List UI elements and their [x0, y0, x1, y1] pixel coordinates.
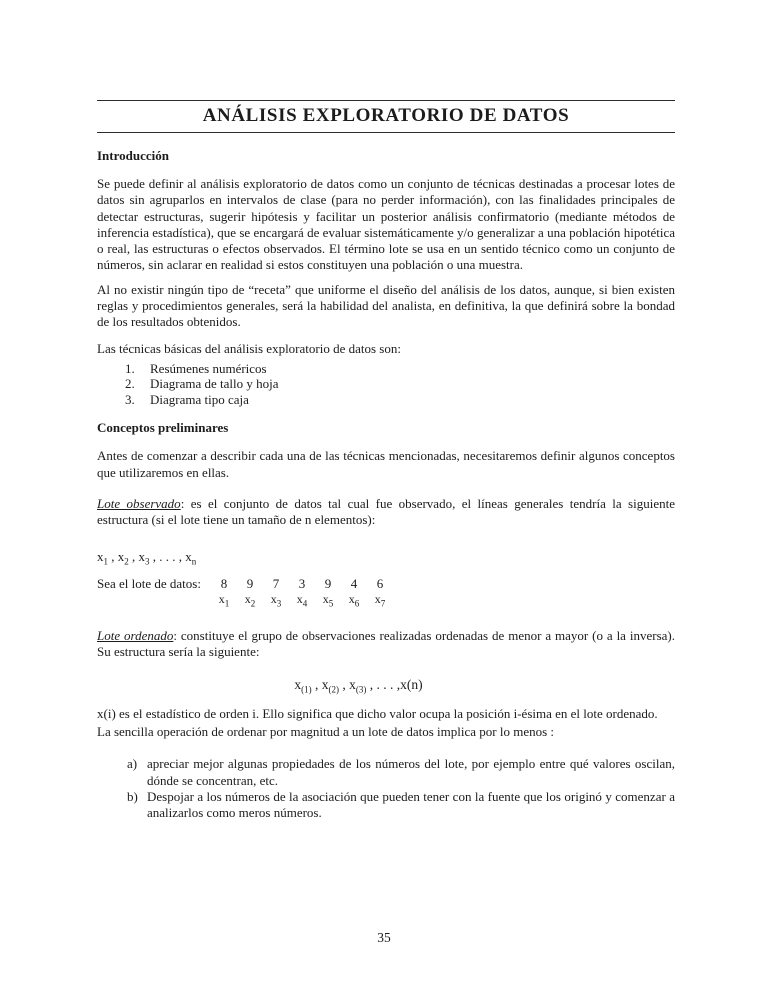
data-subscript-label: $x_6$	[348, 591, 360, 609]
data-subscript-label: $x_1$	[218, 591, 230, 609]
list-item	[125, 361, 675, 377]
term-lote-observado: Lote observado	[97, 496, 181, 512]
list-item-text: Resúmenes numéricos	[150, 360, 267, 376]
list-marker: 2.	[125, 376, 135, 392]
formula-lote-ordenado: $x_{(1)}$ , $x_{(2)}$ , $x_{(3)}$ , . . . ,x(n)	[294, 676, 423, 695]
lote-ordenado-text: : constituye el grupo de observaciones realizadas ordenadas de menor a mayor (o a la inversa). Su estructura sería la siguiente:	[97, 627, 675, 660]
list-item-text: Despojar a los números de la asociación que pueden tener con la fuente que los originó y comenzar a analizarlos como meros números.	[147, 789, 675, 821]
paragraph-antes: Antes de comenzar a describir cada una de las técnicas mencionadas, necesitaremos definir algunos conceptos que utilizaremos en ellas.	[97, 448, 675, 480]
data-cell	[289, 575, 315, 609]
list-item-text: Diagrama tipo caja	[150, 391, 249, 407]
data-value: 9	[246, 575, 254, 591]
list-item	[125, 376, 675, 392]
term-lote-ordenado: Lote ordenado	[97, 627, 174, 643]
data-value: 8	[220, 575, 228, 591]
lote-datos-label: Sea el lote de datos:	[97, 575, 201, 591]
list-item-text: apreciar mejor algunas propiedades de los números del lote, por ejemplo entre qué valores oscilan, dónde se concentran, etc.	[147, 756, 675, 788]
list-marker: 1.	[125, 360, 135, 376]
lote-observado-text: : es el conjunto de datos tal cual fue observado, el líneas generales tendría la siguiente estructura (si el lote tiene un tamaño de n elementos):	[97, 496, 675, 528]
data-value: 9	[324, 575, 332, 591]
paragraph-lote-observado	[97, 496, 675, 529]
data-subscript-label: $x_3$	[270, 591, 282, 609]
list-marker: b)	[127, 789, 138, 805]
page-title: ANÁLISIS EXPLORATORIO DE DATOS	[202, 105, 570, 126]
implica-list	[97, 756, 675, 821]
heading-conceptos-preliminares: Conceptos preliminares	[97, 420, 229, 436]
title-block	[97, 100, 675, 133]
data-cell	[263, 575, 289, 609]
page-number: 35	[377, 929, 391, 945]
data-value: 7	[272, 575, 280, 591]
data-value: 4	[350, 575, 358, 591]
list-item	[127, 789, 675, 822]
data-cell	[211, 575, 237, 609]
paragraph-definicion: Se puede definir al análisis exploratorio de datos como un conjunto de técnicas destinadas a procesar lotes de datos sin agruparlos en intervalos de clase (para no perder información), con las finalidades principales de detectar estructuras, sugerir hipótesis y facilitar un posterior análisis confirmatorio (mediante métodos de inferencia estadística), que se encargará de evaluar sistemáticamente y/o generalizar a una población hipotética o real, las estructuras o efectos observados. El término lote se usa en un sentido técnico como un conjunto de números, sin aclarar en realidad si estos constituyen una población o una muestra.	[97, 176, 675, 273]
paragraph-estadistico-orden: x(i) es el estadístico de orden i. Ello significa que dicho valor ocupa la posición i-ésima en el lote ordenado.	[97, 705, 658, 721]
list-item-text: Diagrama de tallo y hoja	[150, 376, 279, 392]
paragraph-receta: Al no existir ningún tipo de “receta” que uniforme el diseño del análisis de los datos, aunque, si bien existen reglas y procedimientos generales, será la habilidad del analista, en definitiva, la que definirá sobre la bondad de los resultados obtenidos.	[97, 281, 675, 330]
data-subscript-label: $x_7$	[374, 591, 386, 609]
paragraph-tecnicas-intro: Las técnicas básicas del análisis exploratorio de datos son:	[97, 340, 401, 356]
data-cell	[315, 575, 341, 609]
tecnicas-list	[97, 361, 675, 408]
paragraph-sencilla-operacion: La sencilla operación de ordenar por magnitud a un lote de datos implica por lo menos :	[97, 724, 555, 740]
list-marker: a)	[127, 756, 138, 772]
list-item	[125, 392, 675, 408]
lote-datos-example	[97, 575, 675, 609]
data-cell	[367, 575, 393, 609]
formula-lote-observado: $x_1$ , $x_2$ , $x_3$ , . . . , $x_n$	[97, 548, 197, 567]
data-value: 3	[298, 575, 306, 591]
data-subscript-label: $x_5$	[322, 591, 334, 609]
data-value: 6	[376, 575, 384, 591]
data-subscript-label: $x_4$	[296, 591, 308, 609]
data-subscript-label: $x_2$	[244, 591, 256, 609]
data-cell	[341, 575, 367, 609]
lote-datos-values	[211, 575, 393, 609]
paragraph-lote-ordenado	[97, 628, 675, 661]
data-cell	[237, 575, 263, 609]
list-item	[127, 756, 675, 789]
heading-introduccion: Introducción	[97, 148, 169, 163]
list-marker: 3.	[125, 391, 135, 407]
